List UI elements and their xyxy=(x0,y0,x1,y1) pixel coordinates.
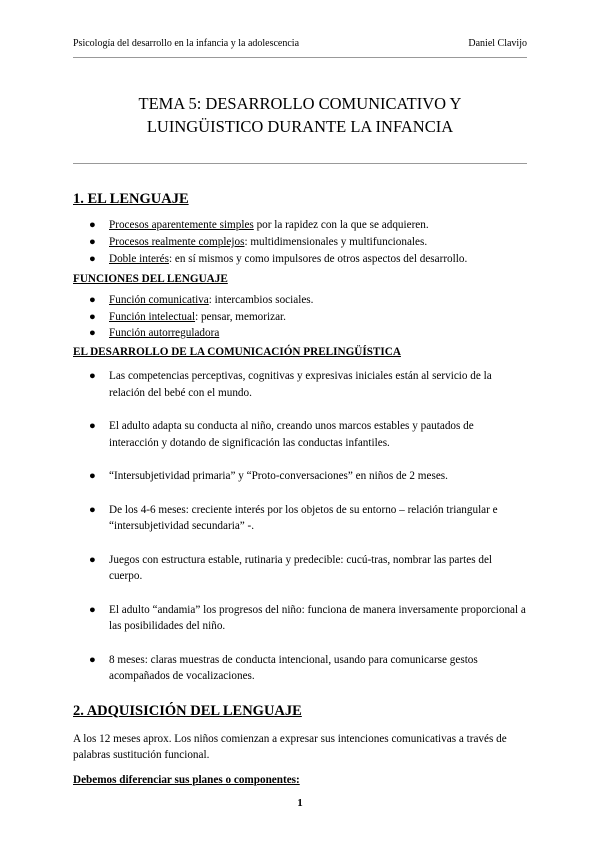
list-item-text: : intercambios sociales. xyxy=(208,294,314,306)
list-item-term: Procesos realmente complejos xyxy=(109,236,245,248)
bullet-icon: ● xyxy=(89,327,96,339)
bullet-icon: ● xyxy=(89,219,96,231)
document-body xyxy=(73,190,526,788)
section-funciones xyxy=(73,271,526,342)
list-item xyxy=(73,368,526,401)
list-item-text: El adulto “andamia” los progresos del niño: funciona de manera inversamente proporcional a las posibilidades del niño. xyxy=(109,603,526,632)
list-item xyxy=(73,309,526,326)
list-item-text: De los 4-6 meses: creciente interés por los objetos de su entorno – relación triangular e “intersubjetividad secundaria” -. xyxy=(109,503,498,532)
funciones-list xyxy=(73,292,526,342)
list-item xyxy=(73,502,526,535)
list-item-text: El adulto adapta su conducta al niño, creando unos marcos estables y pautados de interacción y dotando de significación las conductas infantiles. xyxy=(109,420,474,449)
subsection-heading-desarrollo: EL DESARROLLO DE LA COMUNICACIÓN PRELINGÜÍSTICA xyxy=(73,345,401,358)
list-item-text: Juegos con estructura estable, rutinaria y predecible: cucú-tras, nombrar las partes del cuerpo. xyxy=(109,553,493,582)
list-item xyxy=(73,251,526,268)
section-heading-2: 2. ADQUISICIÓN DEL LENGUAJE xyxy=(73,702,302,719)
list-item xyxy=(73,418,526,451)
list-item xyxy=(73,234,526,251)
list-item-term: Función intelectual xyxy=(109,310,196,323)
title-line-1: TEMA 5: DESARROLLO COMUNICATIVO Y xyxy=(138,94,462,113)
header-course-title: Psicología del desarrollo en la infancia y la adolescencia xyxy=(73,38,300,49)
bullet-icon: ● xyxy=(89,370,96,382)
page-number: 1 xyxy=(297,797,303,809)
bullet-icon: ● xyxy=(89,503,96,516)
list-item xyxy=(73,325,526,342)
list-item-text: 8 meses: claras muestras de conducta intencional, usando para comunicarse gestos acompañados de vocalizaciones. xyxy=(109,653,478,682)
desarrollo-list xyxy=(73,368,526,685)
subsection-heading-funciones: FUNCIONES DEL LENGUAJE xyxy=(73,272,228,285)
list-item-text: por la rapidez con la que se adquieren. xyxy=(253,219,429,231)
list-item-term: Procesos aparentemente simples xyxy=(109,219,254,231)
list-item xyxy=(73,552,526,585)
planes-heading: Debemos diferenciar sus planes o componentes: xyxy=(73,773,300,786)
list-item-text: Las competencias perceptivas, cognitivas y expresivas iniciales están al servicio de la relación del bebé con el mundo. xyxy=(109,370,492,399)
list-item-text: “Intersubjetividad primaria” y “Proto-conversaciones” en niños de 2 meses. xyxy=(109,470,448,482)
list-item-text: : en sí mismos y como impulsores de otros aspectos del desarrollo. xyxy=(168,253,468,265)
bullet-icon: ● xyxy=(89,236,96,248)
lenguaje-list xyxy=(73,217,526,268)
list-item-text: : pensar, memorizar. xyxy=(195,310,286,323)
list-item xyxy=(73,468,526,485)
list-item xyxy=(73,217,526,234)
bullet-icon: ● xyxy=(89,603,96,616)
section-el-lenguaje xyxy=(73,190,526,268)
bullet-icon: ● xyxy=(89,420,96,432)
list-item xyxy=(73,292,526,309)
title-divider xyxy=(73,163,527,164)
list-item-term: Función autorreguladora xyxy=(109,327,220,339)
header-divider xyxy=(73,57,527,58)
bullet-icon: ● xyxy=(89,653,96,666)
bullet-icon: ● xyxy=(89,553,96,566)
bullet-icon: ● xyxy=(89,470,96,482)
section-heading-1: 1. EL LENGUAJE xyxy=(73,191,189,207)
header-author: Daniel Clavijo xyxy=(468,38,527,49)
list-item-term: Función comunicativa xyxy=(109,294,209,306)
section-adquisicion xyxy=(73,702,526,789)
list-item xyxy=(73,652,526,685)
adquisicion-paragraph: A los 12 meses aprox. Los niños comienzan a expresar sus intenciones comunicativas a través de palabras sustitución funcional. xyxy=(73,732,507,761)
page-header xyxy=(73,38,527,49)
bullet-icon: ● xyxy=(89,253,96,265)
list-item-text: : multidimensionales y multifuncionales. xyxy=(244,236,428,248)
section-desarrollo xyxy=(73,344,526,685)
document-title xyxy=(73,92,527,138)
bullet-icon: ● xyxy=(89,294,96,306)
title-line-2: LUINGÜISTICO DURANTE LA INFANCIA xyxy=(146,117,454,136)
list-item xyxy=(73,602,526,635)
bullet-icon: ● xyxy=(89,310,96,323)
list-item-term: Doble interés xyxy=(109,253,169,265)
